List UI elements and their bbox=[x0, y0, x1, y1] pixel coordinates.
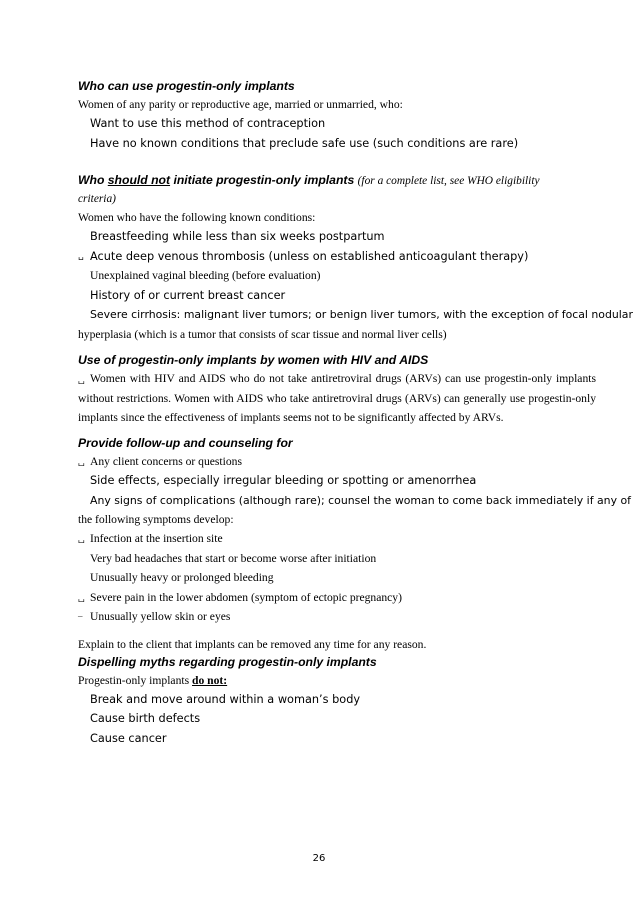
section-intro: Women who have the following known conditions: bbox=[78, 211, 316, 224]
list-item: Any signs of complications (although rare); counsel the woman to come back immediately if any of bbox=[90, 493, 631, 507]
symptom-item: Unusually heavy or prolonged bleeding bbox=[90, 571, 274, 584]
section-intro: Progestin-only implants do not: bbox=[78, 673, 228, 687]
list-item: Unexplained vaginal bleeding (before evaluation) bbox=[90, 269, 321, 282]
list-item: History of or current breast cancer bbox=[90, 288, 286, 302]
symptom-item: ␣ Severe pain in the lower abdomen (symptom of ectopic pregnancy) bbox=[78, 588, 596, 608]
list-item-continuation: the following symptoms develop: bbox=[78, 513, 234, 526]
section-heading-who-can-use: Who can use progestin-only implants bbox=[78, 79, 295, 93]
list-item: Breastfeeding while less than six weeks postpartum bbox=[90, 230, 385, 243]
section-heading-follow-up: Provide follow-up and counseling for bbox=[78, 435, 293, 450]
list-item: Cause cancer bbox=[90, 731, 167, 745]
list-item-continuation: hyperplasia (which is a tumor that consists of scar tissue and normal liver cells) bbox=[78, 327, 447, 341]
symptom-item: ‒ Unusually yellow skin or eyes bbox=[78, 607, 596, 627]
list-item: ␣ Acute deep venous thrombosis (unless on established anticoagulant therapy) bbox=[78, 247, 596, 267]
section-heading-continuation: criteria) bbox=[78, 193, 116, 205]
list-item: Break and move around within a woman’s body bbox=[90, 692, 361, 706]
section-heading-should-not-initiate: Who should not initiate progestin-only implants (for a complete list, see WHO eligibility bbox=[78, 173, 540, 187]
list-item: Severe cirrhosis: malignant liver tumors; or benign liver tumors, with the exception of focal nodular bbox=[90, 308, 633, 321]
bullet-box-icon: ␣ bbox=[78, 455, 85, 466]
page-number: 26 bbox=[312, 853, 326, 864]
bullet-box-icon: ␣ bbox=[78, 373, 85, 384]
symptom-item: ␣ Infection at the insertion site bbox=[78, 529, 596, 549]
section-heading-dispelling-myths: Dispelling myths regarding progestin-only implants bbox=[78, 654, 377, 669]
list-item: Cause birth defects bbox=[90, 712, 201, 725]
list-item: Want to use this method of contraception bbox=[90, 117, 326, 130]
section-paragraph: ␣ Women with HIV and AIDS who do not take antiretroviral drugs (ARVs) can use progestin-only implants without restrictions. Women with AIDS who take antiretroviral drugs (ARVs) can generally use progestin-only implants since the effectiveness of implants seems not to be significantly affected by ARVs. bbox=[78, 371, 596, 424]
list-item: Side effects, especially irregular bleeding or spotting or amenorrhea bbox=[90, 474, 477, 487]
symptom-item: Very bad headaches that start or become worse after initiation bbox=[90, 551, 377, 565]
document-page bbox=[78, 78, 633, 748]
bullet-box-icon: ␣ bbox=[78, 591, 85, 602]
section-intro: Women of any parity or reproductive age, married or unmarried, who: bbox=[78, 98, 403, 111]
bullet-dash-icon: ‒ bbox=[78, 611, 83, 621]
list-item: Have no known conditions that preclude safe use (such conditions are rare) bbox=[90, 136, 519, 150]
list-item: ␣ Any client concerns or questions bbox=[78, 452, 596, 472]
section-note: Explain to the client that implants can be removed any time for any reason. bbox=[78, 637, 427, 651]
bullet-box-icon: ␣ bbox=[78, 250, 84, 261]
bullet-box-icon: ␣ bbox=[78, 533, 85, 543]
section-heading-hiv-aids: Use of progestin-only implants by women with HIV and AIDS bbox=[78, 352, 429, 367]
